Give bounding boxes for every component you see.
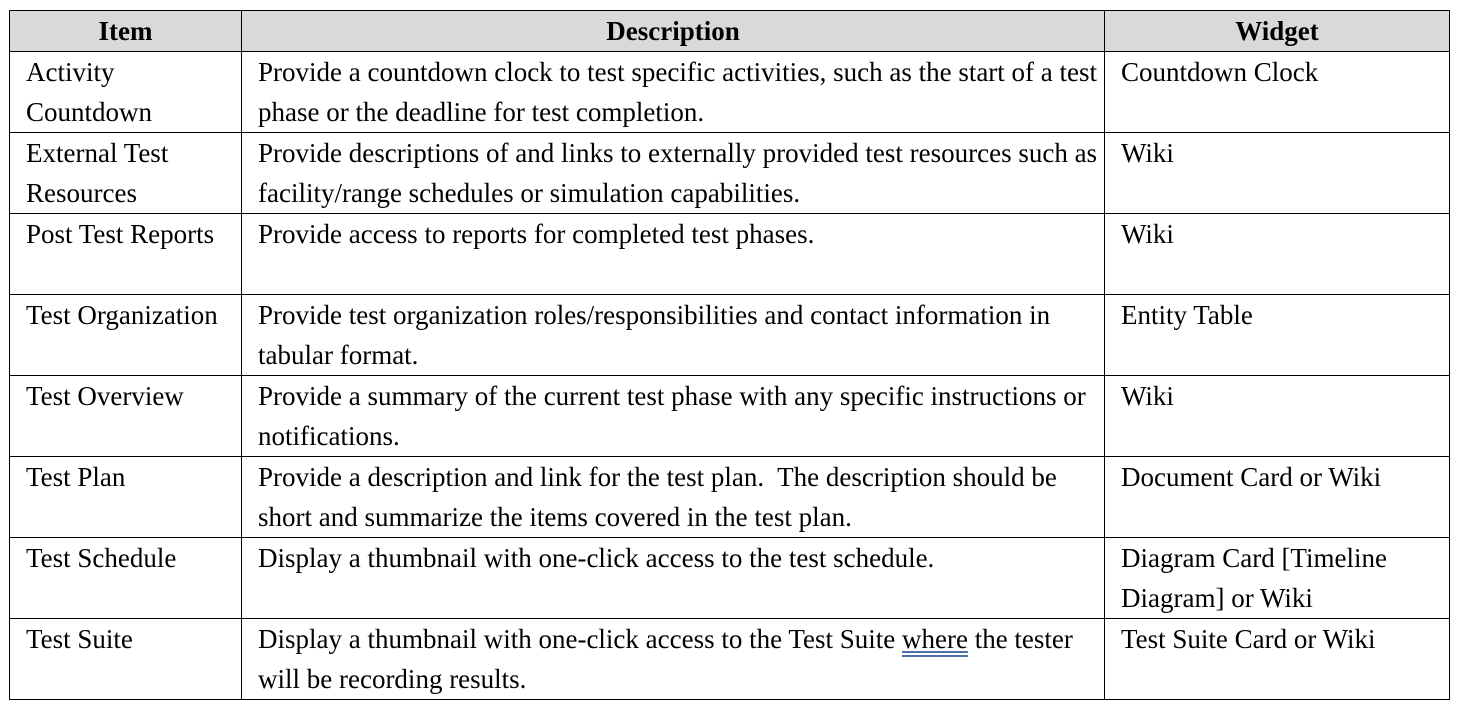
cell-item: Post Test Reports — [10, 214, 242, 295]
cell-description: Provide test organization roles/responsibilities and contact information in tabular format. — [242, 295, 1105, 376]
cell-description: Provide a summary of the current test phase with any specific instructions or notifications. — [242, 376, 1105, 457]
cell-widget: Wiki — [1105, 214, 1450, 295]
cell-widget: Diagram Card [Timeline Diagram] or Wiki — [1105, 538, 1450, 619]
description-text: Display a thumbnail with one-click access to the Test Suite — [258, 624, 902, 654]
cell-item: External Test Resources — [10, 133, 242, 214]
cell-widget: Entity Table — [1105, 295, 1450, 376]
table-row — [10, 376, 1450, 457]
cell-description: Provide access to reports for completed test phases. — [242, 214, 1105, 295]
cell-description: Provide a countdown clock to test specific activities, such as the start of a test phase or the deadline for test completion. — [242, 52, 1105, 133]
table-row — [10, 457, 1450, 538]
table-row — [10, 52, 1450, 133]
header-item: Item — [10, 11, 242, 52]
description-text: the tester will be recording results. — [258, 624, 1080, 694]
spellcheck-underlined-word: where — [901, 624, 968, 654]
table-row — [10, 538, 1450, 619]
header-widget: Widget — [1105, 11, 1450, 52]
table-row — [10, 133, 1450, 214]
cell-widget: Test Suite Card or Wiki — [1105, 619, 1450, 700]
cell-description: Provide a description and link for the test plan. The description should be short and summarize the items covered in the test plan. — [242, 457, 1105, 538]
cell-item: Test Suite — [10, 619, 242, 700]
table-row — [10, 619, 1450, 700]
cell-widget: Document Card or Wiki — [1105, 457, 1450, 538]
cell-item: Test Organization — [10, 295, 242, 376]
cell-widget: Wiki — [1105, 133, 1450, 214]
cell-item: Test Plan — [10, 457, 242, 538]
cell-item: Test Overview — [10, 376, 242, 457]
header-description: Description — [242, 11, 1105, 52]
header-row — [10, 11, 1450, 52]
cell-widget: Wiki — [1105, 376, 1450, 457]
cell-item: Activity Countdown — [10, 52, 242, 133]
cell-widget: Countdown Clock — [1105, 52, 1450, 133]
cell-item: Test Schedule — [10, 538, 242, 619]
table-row — [10, 295, 1450, 376]
widget-table — [9, 10, 1450, 700]
cell-description — [242, 619, 1105, 700]
table-row — [10, 214, 1450, 295]
cell-description: Provide descriptions of and links to externally provided test resources such as facility/range schedules or simulation capabilities. — [242, 133, 1105, 214]
cell-description: Display a thumbnail with one-click access to the test schedule. — [242, 538, 1105, 619]
